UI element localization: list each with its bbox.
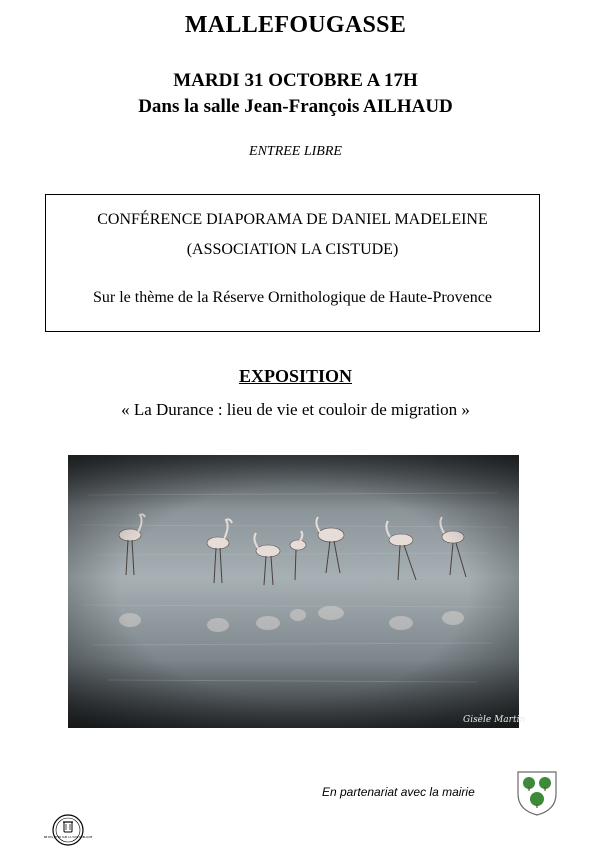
conference-box: [45, 194, 540, 332]
page-title: MALLEFOUGASSE: [184, 12, 407, 38]
conference-title: CONFÉRENCE DIAPORAMA DE DANIEL MADELEINE: [97, 211, 488, 228]
event-date: MARDI 31 OCTOBRE A 17H: [173, 70, 418, 91]
exposition-title: EXPOSITION: [238, 366, 353, 386]
partner-text: En partenariat avec la mairie: [322, 785, 475, 799]
entry-info: ENTREE LIBRE: [249, 144, 342, 159]
flamingos-photo: [68, 455, 526, 728]
no-littering-icon: [43, 814, 93, 846]
photo-signature: Gisèle Martin: [463, 715, 526, 725]
conference-theme: Sur le thème de la Réserve Ornithologique de Haute-Provence: [93, 289, 492, 306]
event-venue: Dans la salle Jean-François AILHAUD: [138, 96, 453, 117]
exposition-subtitle: « La Durance : lieu de vie et couloir de migration »: [121, 400, 470, 419]
conference-association: (ASSOCIATION LA CISTUDE): [186, 241, 399, 258]
badge-text: NE PAS JETER SUR LA VOIE PUBLIQUE: [43, 836, 93, 839]
municipal-crest-icon: [516, 770, 558, 816]
